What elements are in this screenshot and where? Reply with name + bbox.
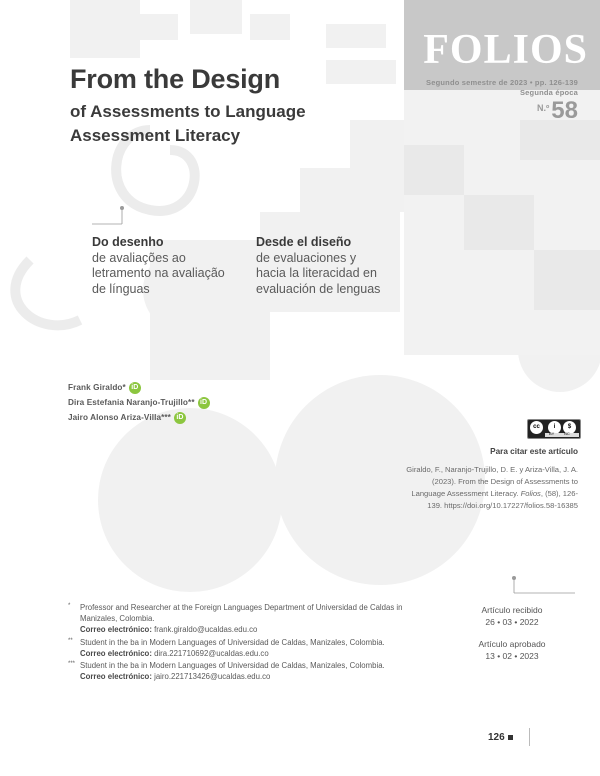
approved-date: 13 • 02 • 2023 [485,651,539,661]
title-line-2: of Assessments to Language [70,102,306,121]
title-pt-line: de línguas [92,281,150,296]
person-icon: i [548,421,561,434]
title-es-line: hacia la literacidad en [256,266,377,280]
title-pt-line: letramento na avaliação [92,266,225,280]
cc-license-badge[interactable] [527,419,581,439]
title-pt-line: de avaliações ao [92,250,186,265]
footnote-marker: * [68,603,71,609]
footnote-text: Professor and Researcher at the Foreign Languages Department of Universidad de Caldas in Manizales, Colombia. [80,603,403,624]
footnote [68,637,408,659]
citation-text [400,464,578,512]
title-continued [70,100,370,148]
author-name: Dira Estefania Naranjo-Trujillo** [68,398,195,408]
title-line-3: Assessment Literacy [70,126,241,145]
footnote-email-line [80,648,408,659]
epoch: Segunda época [519,88,578,97]
footnote-text: Student in the ba in Modern Languages of Universidad de Caldas, Manizales, Colombia. [80,637,385,647]
page-number-text: 126 [488,732,505,743]
no-dollar-icon: $ [563,421,576,434]
title-es-heading: Desde el diseño [256,235,352,249]
email-link[interactable]: dira.221710692@ucaldas.edu.co [154,648,269,658]
journal-name: FOLIOS [423,27,588,73]
page-divider [529,728,530,746]
citation-journal: Folios [520,489,541,498]
title-es-line: evaluación de lenguas [256,281,381,296]
received-date: 26 • 03 • 2022 [485,617,539,627]
citation-heading: Para citar este artículo [490,447,578,456]
footnotes [68,602,408,683]
author-2 [68,397,210,409]
cc-label-band [545,433,579,437]
footnote [68,660,408,682]
nc-label: NC [564,431,570,436]
square-icon [508,735,513,740]
author-1 [68,382,141,394]
email-label: Correo electrónico: [80,625,152,635]
email-label: Correo electrónico: [80,672,152,682]
footnote-text: Student in the ba in Modern Languages of Universidad de Caldas, Manizales, Colombia. [80,661,385,671]
title-spanish [256,235,416,297]
orcid-icon[interactable]: iD [198,397,210,409]
orcid-icon[interactable]: iD [129,382,141,394]
citation-post: , (58), 126-139. https://doi.org/10.17227/folios.58-16385 [427,489,578,510]
title-es-line: de evaluaciones y [256,250,357,265]
title-pt-heading: Do desenho [92,235,164,249]
page-number [488,732,513,743]
footnote-email-line [80,624,408,635]
issue-label: N.º [537,103,550,113]
issue-number: 58 [551,97,578,124]
title-portuguese [92,235,252,297]
author-name: Frank Giraldo* [68,383,126,393]
approved-block [472,638,552,662]
citation-pre: Giraldo, F., Naranjo-Trujillo, D. E. y Ariza-Villa, J. A. (2023). From the Design of Assessments to Language Assessment Literacy. [406,465,578,498]
received-block [472,604,552,628]
by-label: BY [549,431,555,436]
orcid-icon[interactable]: iD [174,412,186,424]
received-label: Artículo recibido [481,605,543,615]
issue-number-block [537,97,578,125]
title-line-1: From the Design [70,64,281,94]
author-3 [68,412,186,424]
email-label: Correo electrónico: [80,648,152,658]
email-link[interactable]: frank.giraldo@ucaldas.edu.co [154,625,258,635]
footnote-email-line [80,671,408,682]
cc-icon: cc [530,421,543,434]
issue-info: Segundo semestre de 2023 • pp. 126-139 [426,78,578,87]
footnote-marker: ** [68,637,73,644]
author-name: Jairo Alonso Ariza-Villa*** [68,413,171,423]
email-link[interactable]: jairo.221713426@ucaldas.edu.co [154,672,271,682]
footnote-marker: *** [68,661,76,668]
footnote [68,602,408,636]
approved-label: Artículo aprobado [478,639,546,649]
